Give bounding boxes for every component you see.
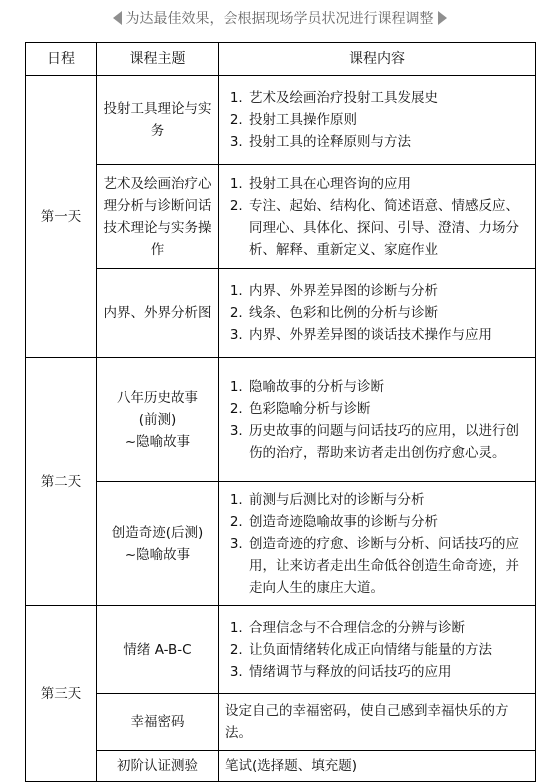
topic-cell: 投射工具理论与实务 <box>97 76 219 165</box>
content-cell <box>219 606 536 694</box>
list-item: 2. 专注、起始、结构化、简述语意、情感反应、同理心、具体化、探问、引导、澄清、力场分析、解释、重新定义、家庭作业 <box>247 195 529 261</box>
table-row <box>26 694 536 751</box>
content-text: 笔试(选择题、填充题) <box>225 758 358 774</box>
content-cell <box>219 482 536 606</box>
topic-cell: 八年历史故事 (前测) ~隐喻故事 <box>97 358 219 482</box>
topic-cell: 艺术及绘画治疗心理分析与诊断问话技术理论与实务操作 <box>97 165 219 269</box>
table-row <box>26 482 536 606</box>
day-label: 第二天 <box>26 358 97 606</box>
content-cell <box>219 269 536 358</box>
topic-cell: 创造奇迹(后测) ~隐喻故事 <box>97 482 219 606</box>
content-cell <box>219 694 536 751</box>
list-item: 1. 隐喻故事的分析与诊断 <box>247 376 529 398</box>
content-list <box>225 280 529 346</box>
list-item: 2. 创造奇迹隐喻故事的诊断与分析 <box>247 511 529 533</box>
topic-cell: 内界、外界分析图 <box>97 269 219 358</box>
header-content: 课程内容 <box>219 43 536 76</box>
list-item: 2. 投射工具操作原则 <box>247 109 529 131</box>
list-item: 1. 合理信念与不合理信念的分辨与诊断 <box>247 617 529 639</box>
content-list <box>225 376 529 464</box>
day-label: 第一天 <box>26 76 97 358</box>
table-row <box>26 269 536 358</box>
triangle-left-icon <box>113 11 122 25</box>
list-item: 3. 情绪调节与释放的问话技巧的应用 <box>247 661 529 683</box>
table-row <box>26 165 536 269</box>
list-item: 3. 内界、外界差异图的谈话技术操作与应用 <box>247 324 529 346</box>
table-row <box>26 76 536 165</box>
content-cell <box>219 76 536 165</box>
list-item: 1. 投射工具在心理咨询的应用 <box>247 173 529 195</box>
content-list <box>225 173 529 261</box>
list-item: 3. 投射工具的诠释原则与方法 <box>247 131 529 153</box>
topic-cell: 幸福密码 <box>97 694 219 751</box>
list-item: 2. 让负面情绪转化成正向情绪与能量的方法 <box>247 639 529 661</box>
adjustment-note <box>0 6 559 30</box>
topic-cell: 情绪 A-B-C <box>97 606 219 694</box>
content-text: 设定自己的幸福密码，使自己感到幸福快乐的方法。 <box>225 703 509 741</box>
table-row <box>26 358 536 482</box>
list-item: 1. 前测与后测比对的诊断与分析 <box>247 489 529 511</box>
list-item: 1. 艺术及绘画治疗投射工具发展史 <box>247 87 529 109</box>
list-item: 2. 线条、色彩和比例的分析与诊断 <box>247 302 529 324</box>
table-row <box>26 751 536 782</box>
header-topic: 课程主题 <box>97 43 219 76</box>
table-header-row <box>26 43 536 76</box>
topic-cell: 初阶认证测验 <box>97 751 219 782</box>
header-day: 日程 <box>26 43 97 76</box>
list-item: 3. 历史故事的问题与问话技巧的应用，以进行创伤的治疗，帮助来访者走出创伤疗愈心灵。 <box>247 420 529 464</box>
content-list <box>225 617 529 683</box>
list-item: 2. 色彩隐喻分析与诊断 <box>247 398 529 420</box>
adjustment-note-text: 为达最佳效果，会根据现场学员状况进行课程调整 <box>125 11 434 27</box>
triangle-right-icon <box>438 11 447 25</box>
table-row <box>26 606 536 694</box>
list-item: 3. 创造奇迹的疗愈、诊断与分析、问话技巧的应用，让来访者走出生命低谷创造生命奇迹，并走向人生的康庄大道。 <box>247 533 529 599</box>
content-cell <box>219 165 536 269</box>
day-label: 第三天 <box>26 606 97 782</box>
list-item: 1. 内界、外界差异图的诊断与分析 <box>247 280 529 302</box>
content-list <box>225 489 529 599</box>
content-cell <box>219 358 536 482</box>
content-cell <box>219 751 536 782</box>
content-list <box>225 87 529 153</box>
course-schedule-table <box>25 42 536 782</box>
